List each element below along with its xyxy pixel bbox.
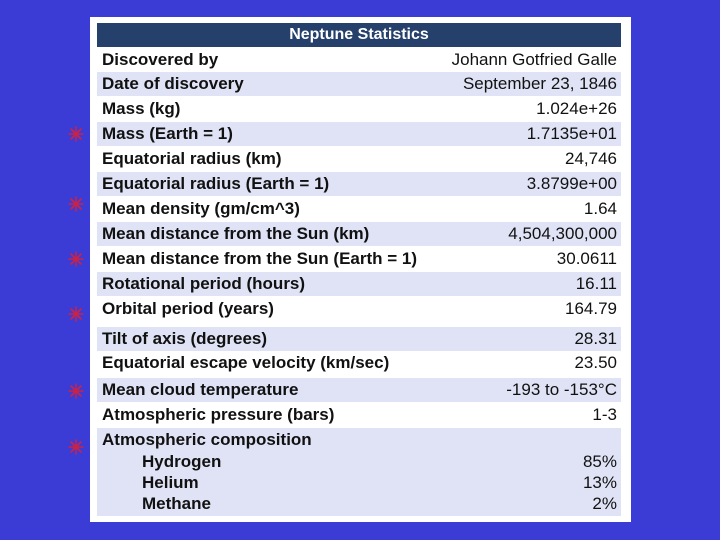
row-label: Mean cloud temperature [102, 380, 299, 399]
table-row [97, 197, 621, 221]
row-label: Equatorial radius (km) [102, 149, 282, 168]
row-value: 1.64 [583, 199, 617, 218]
table-row [97, 327, 621, 351]
table-row [97, 403, 621, 427]
composition-label: Hydrogen [142, 452, 222, 471]
table-row [97, 48, 621, 72]
row-label: Mass (Earth = 1) [102, 124, 233, 143]
asterisk-icon [68, 439, 84, 455]
asterisk-icon [68, 196, 84, 212]
composition-item [97, 451, 621, 472]
row-label: Mean distance from the Sun (km) [102, 224, 370, 243]
row-value: 23.50 [574, 353, 617, 372]
table-row [97, 72, 621, 96]
row-label: Orbital period (years) [102, 299, 274, 318]
table-row [97, 172, 621, 196]
row-label: Equatorial radius (Earth = 1) [102, 174, 330, 193]
row-value: 4,504,300,000 [508, 224, 617, 243]
row-value: 164.79 [565, 299, 617, 318]
row-label: Atmospheric composition [102, 430, 312, 449]
table-row [97, 378, 621, 402]
table-row [97, 351, 621, 375]
row-value: 1.024e+26 [536, 99, 617, 118]
table-row [97, 147, 621, 171]
composition-label: Helium [142, 473, 199, 492]
row-label: Discovered by [102, 50, 219, 69]
row-value: -193 to -153°C [506, 380, 617, 399]
composition-value: 2% [592, 494, 617, 513]
row-value: 24,746 [565, 149, 617, 168]
row-value: 3.8799e+00 [526, 174, 617, 193]
row-value: 1-3 [592, 405, 617, 424]
row-label: Mass (kg) [102, 99, 181, 118]
row-label: Rotational period (hours) [102, 274, 306, 293]
composition-item [97, 493, 621, 514]
table-row [97, 428, 621, 452]
table-title: Neptune Statistics [97, 23, 621, 47]
row-label: Mean density (gm/cm^3) [102, 199, 300, 218]
row-value: 16.11 [575, 274, 617, 293]
row-label: Tilt of axis (degrees) [102, 329, 268, 348]
table-row [97, 272, 621, 296]
table-row [97, 122, 621, 146]
asterisk-icon [68, 306, 84, 322]
composition-label: Methane [142, 494, 211, 513]
asterisk-icon [68, 251, 84, 267]
row-label: Equatorial escape velocity (km/sec) [102, 353, 390, 372]
table-row [97, 297, 621, 321]
row-value: 30.0611 [556, 249, 617, 268]
row-value: 28.31 [574, 329, 617, 348]
composition-value: 85% [582, 452, 617, 471]
row-label: Date of discovery [102, 74, 244, 93]
composition-item [97, 472, 621, 493]
table-row [97, 222, 621, 246]
asterisk-icon [68, 383, 84, 399]
table-row [97, 247, 621, 271]
table-row [97, 97, 621, 121]
row-value: 1.7135e+01 [526, 124, 617, 143]
asterisk-icon [68, 126, 84, 142]
row-value: September 23, 1846 [462, 74, 617, 93]
composition-value: 13% [582, 473, 617, 492]
row-label: Mean distance from the Sun (Earth = 1) [102, 249, 418, 268]
row-value: Johann Gotfried Galle [451, 50, 617, 69]
row-label: Atmospheric pressure (bars) [102, 405, 335, 424]
